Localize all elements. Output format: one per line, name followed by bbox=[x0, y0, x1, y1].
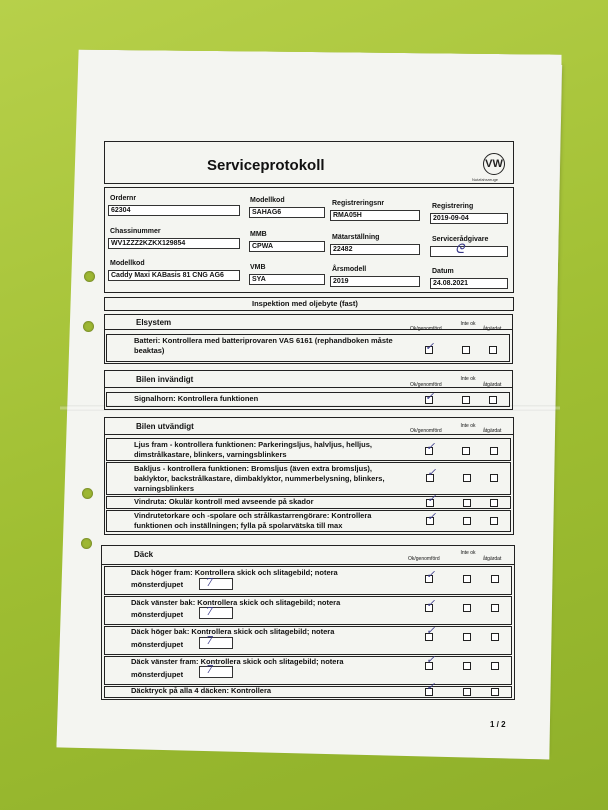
check-mark-icon: ✓ bbox=[426, 440, 436, 453]
datum-field: 24.08.2021 bbox=[430, 278, 508, 289]
check-mark-icon: ✓ bbox=[426, 597, 436, 610]
col-atgardat-header: åtgärdat bbox=[483, 326, 502, 332]
registreringsnr-field: RMA05H bbox=[330, 210, 420, 221]
atgardat-checkbox[interactable] bbox=[489, 346, 497, 354]
modellkod2-field: Caddy Maxi KABasis 81 CNG AG6 bbox=[108, 270, 240, 281]
inte-ok-checkbox[interactable] bbox=[462, 396, 470, 404]
atgardat-checkbox[interactable] bbox=[491, 633, 499, 641]
atgardat-checkbox[interactable] bbox=[490, 517, 498, 525]
registreringsnr-label: Registreringsnr bbox=[332, 200, 385, 207]
monsterdjup-label: mönsterdjupet bbox=[131, 580, 184, 589]
arsmodell-label: Årsmodell bbox=[332, 266, 367, 273]
page-title: Serviceprotokoll bbox=[207, 157, 325, 174]
logo-subtitle: Nutzfahrzeuge bbox=[472, 177, 499, 182]
inte-ok-checkbox[interactable] bbox=[462, 346, 470, 354]
servicerad-field bbox=[430, 246, 508, 257]
punch-hole bbox=[84, 271, 95, 282]
bakljus-row-text: Bakljus - kontrollera funktionen: Bromsljus (även extra bromsljus), baklyktor, backstrålkastare, dimbaklyktor, nummerbelysning, blinkers, varningsblinkers bbox=[134, 464, 385, 493]
monsterdjup-label: mönsterdjupet bbox=[131, 610, 184, 619]
elsystem-title: Elsystem bbox=[136, 318, 172, 327]
page-number: 1 / 2 bbox=[490, 720, 506, 729]
invandigt-title: Bilen invändigt bbox=[136, 375, 194, 384]
inte-ok-checkbox[interactable] bbox=[463, 474, 471, 482]
ordernr-field: 62304 bbox=[108, 205, 240, 216]
inte-ok-checkbox[interactable] bbox=[463, 604, 471, 612]
dack-header-bar bbox=[101, 545, 515, 565]
chassinummer-field: WV1ZZZ2KZKX129854 bbox=[108, 238, 240, 249]
punch-hole bbox=[83, 321, 94, 332]
inte-ok-checkbox[interactable] bbox=[463, 662, 471, 670]
check-mark-icon: ✓ bbox=[427, 466, 437, 479]
utvandigt-title: Bilen utvändigt bbox=[136, 422, 194, 431]
check-mark-icon: ✓ bbox=[427, 492, 437, 505]
mmb-field: CPWA bbox=[249, 241, 325, 252]
atgardat-checkbox[interactable] bbox=[489, 396, 497, 404]
inte-ok-checkbox[interactable] bbox=[463, 575, 471, 583]
check-mark-icon: ✓ bbox=[427, 510, 437, 523]
check-mark-icon: ✓ bbox=[426, 680, 436, 693]
atgardat-checkbox[interactable] bbox=[490, 447, 498, 455]
monsterdjup-field[interactable] bbox=[199, 666, 233, 678]
ljus-fram-row-text: Ljus fram - kontrollera funktionen: Parkeringsljus, halvljus, helljus, dimstrålkastare, blinkers, varningsblinkers bbox=[134, 440, 372, 459]
monsterdjup-field[interactable] bbox=[199, 578, 233, 590]
registrering-field: 2019-09-04 bbox=[430, 213, 508, 224]
inte-ok-checkbox[interactable] bbox=[463, 517, 471, 525]
inte-ok-checkbox[interactable] bbox=[463, 499, 471, 507]
col-ok-header: Ok/genomförd bbox=[410, 382, 442, 388]
col-atgardat-header: åtgärdat bbox=[483, 556, 502, 562]
chassinummer-label: Chassinummer bbox=[110, 228, 161, 235]
servicerad-label: Servicerådgivare bbox=[432, 236, 489, 243]
batteri-row-text: Batteri: Kontrollera med batteriprovaren VAS 6161 (rephandboken måste beaktas) bbox=[134, 336, 393, 355]
vindruta-row-text: Vindruta: Okulär kontroll med avseende på skador bbox=[134, 497, 314, 506]
col-ok-header: Ok/genomförd bbox=[408, 556, 440, 562]
monsterdjup-value: 7 bbox=[206, 634, 213, 647]
vw-logo-icon: VW bbox=[483, 153, 505, 175]
col-inte-ok-header: Inte ok bbox=[460, 376, 476, 382]
col-inte-ok-header: Inte ok bbox=[460, 321, 476, 327]
vmb-label: VMB bbox=[250, 264, 266, 271]
mmb-label: MMB bbox=[250, 231, 267, 238]
dack-vanster-fram-row-text: Däck vänster fram: Kontrollera skick och slitagebild; notera bbox=[131, 657, 344, 666]
monsterdjup-value: 7 bbox=[206, 576, 213, 589]
monsterdjup-field[interactable] bbox=[199, 607, 233, 619]
col-atgardat-header: åtgärdat bbox=[483, 382, 502, 388]
check-mark-icon: ✓ bbox=[425, 340, 435, 353]
col-atgardat-header: åtgärdat bbox=[483, 428, 502, 434]
arsmodell-field: 2019 bbox=[330, 276, 420, 287]
inspection-header: Inspektion med oljebyte (fast) bbox=[252, 299, 358, 308]
modellkod2-label: Modellkod bbox=[110, 260, 145, 267]
vmb-field: SYA bbox=[249, 274, 325, 285]
atgardat-checkbox[interactable] bbox=[491, 662, 499, 670]
inte-ok-checkbox[interactable] bbox=[463, 633, 471, 641]
modellkod-label: Modellkod bbox=[250, 197, 285, 204]
monsterdjup-label: mönsterdjupet bbox=[131, 670, 184, 679]
dack-hoger-fram-row-text: Däck höger fram: Kontrollera skick och slitagebild; notera bbox=[131, 568, 338, 577]
ordernr-label: Ordernr bbox=[110, 195, 137, 202]
monsterdjup-label: mönsterdjupet bbox=[131, 640, 184, 649]
dack-hoger-bak-row-text: Däck höger bak: Kontrollera skick och slitagebild; notera bbox=[131, 627, 335, 636]
matarstallning-label: Mätarställning bbox=[332, 234, 380, 241]
inte-ok-checkbox[interactable] bbox=[462, 447, 470, 455]
col-inte-ok-header: Inte ok bbox=[460, 550, 476, 556]
punch-hole bbox=[82, 488, 93, 499]
vindrutetorkare-row-text: Vindrutetorkare och -spolare och strålkastarrengörare: Kontrollera funktionen och inställningen; fylla på spolarvätska till max bbox=[134, 511, 372, 530]
atgardat-checkbox[interactable] bbox=[491, 688, 499, 696]
atgardat-checkbox[interactable] bbox=[491, 575, 499, 583]
col-ok-header: Ok/genomförd bbox=[410, 428, 442, 434]
atgardat-checkbox[interactable] bbox=[490, 474, 498, 482]
inte-ok-checkbox[interactable] bbox=[463, 688, 471, 696]
check-mark-icon: ✓ bbox=[426, 653, 436, 666]
signature-scribble: ᘓ bbox=[455, 242, 465, 257]
dack-title: Däck bbox=[134, 550, 154, 559]
atgardat-checkbox[interactable] bbox=[490, 499, 498, 507]
matarstallning-field: 22482 bbox=[330, 244, 420, 255]
registrering-label: Registrering bbox=[432, 203, 474, 210]
col-inte-ok-header: Inte ok bbox=[460, 423, 476, 429]
check-mark-icon: ✓ bbox=[425, 390, 435, 403]
dack-vanster-bak-row-text: Däck vänster bak: Kontrollera skick och slitagebild; notera bbox=[131, 598, 341, 607]
monsterdjup-field[interactable] bbox=[199, 637, 233, 649]
datum-label: Datum bbox=[432, 268, 454, 275]
signalhorn-row-text: Signalhorn: Kontrollera funktionen bbox=[134, 394, 259, 403]
punch-hole bbox=[81, 538, 92, 549]
monsterdjup-value: 7 bbox=[206, 605, 213, 618]
check-mark-icon: ✓ bbox=[426, 624, 436, 637]
check-mark-icon: ✓ bbox=[426, 568, 436, 581]
modellkod-field: SAHAG6 bbox=[249, 207, 325, 218]
dacktryck-row-text: Däcktryck på alla 4 däcken: Kontrollera bbox=[131, 686, 272, 695]
atgardat-checkbox[interactable] bbox=[491, 604, 499, 612]
col-ok-header: Ok/genomförd bbox=[410, 326, 442, 332]
monsterdjup-value: 7 bbox=[206, 663, 213, 676]
